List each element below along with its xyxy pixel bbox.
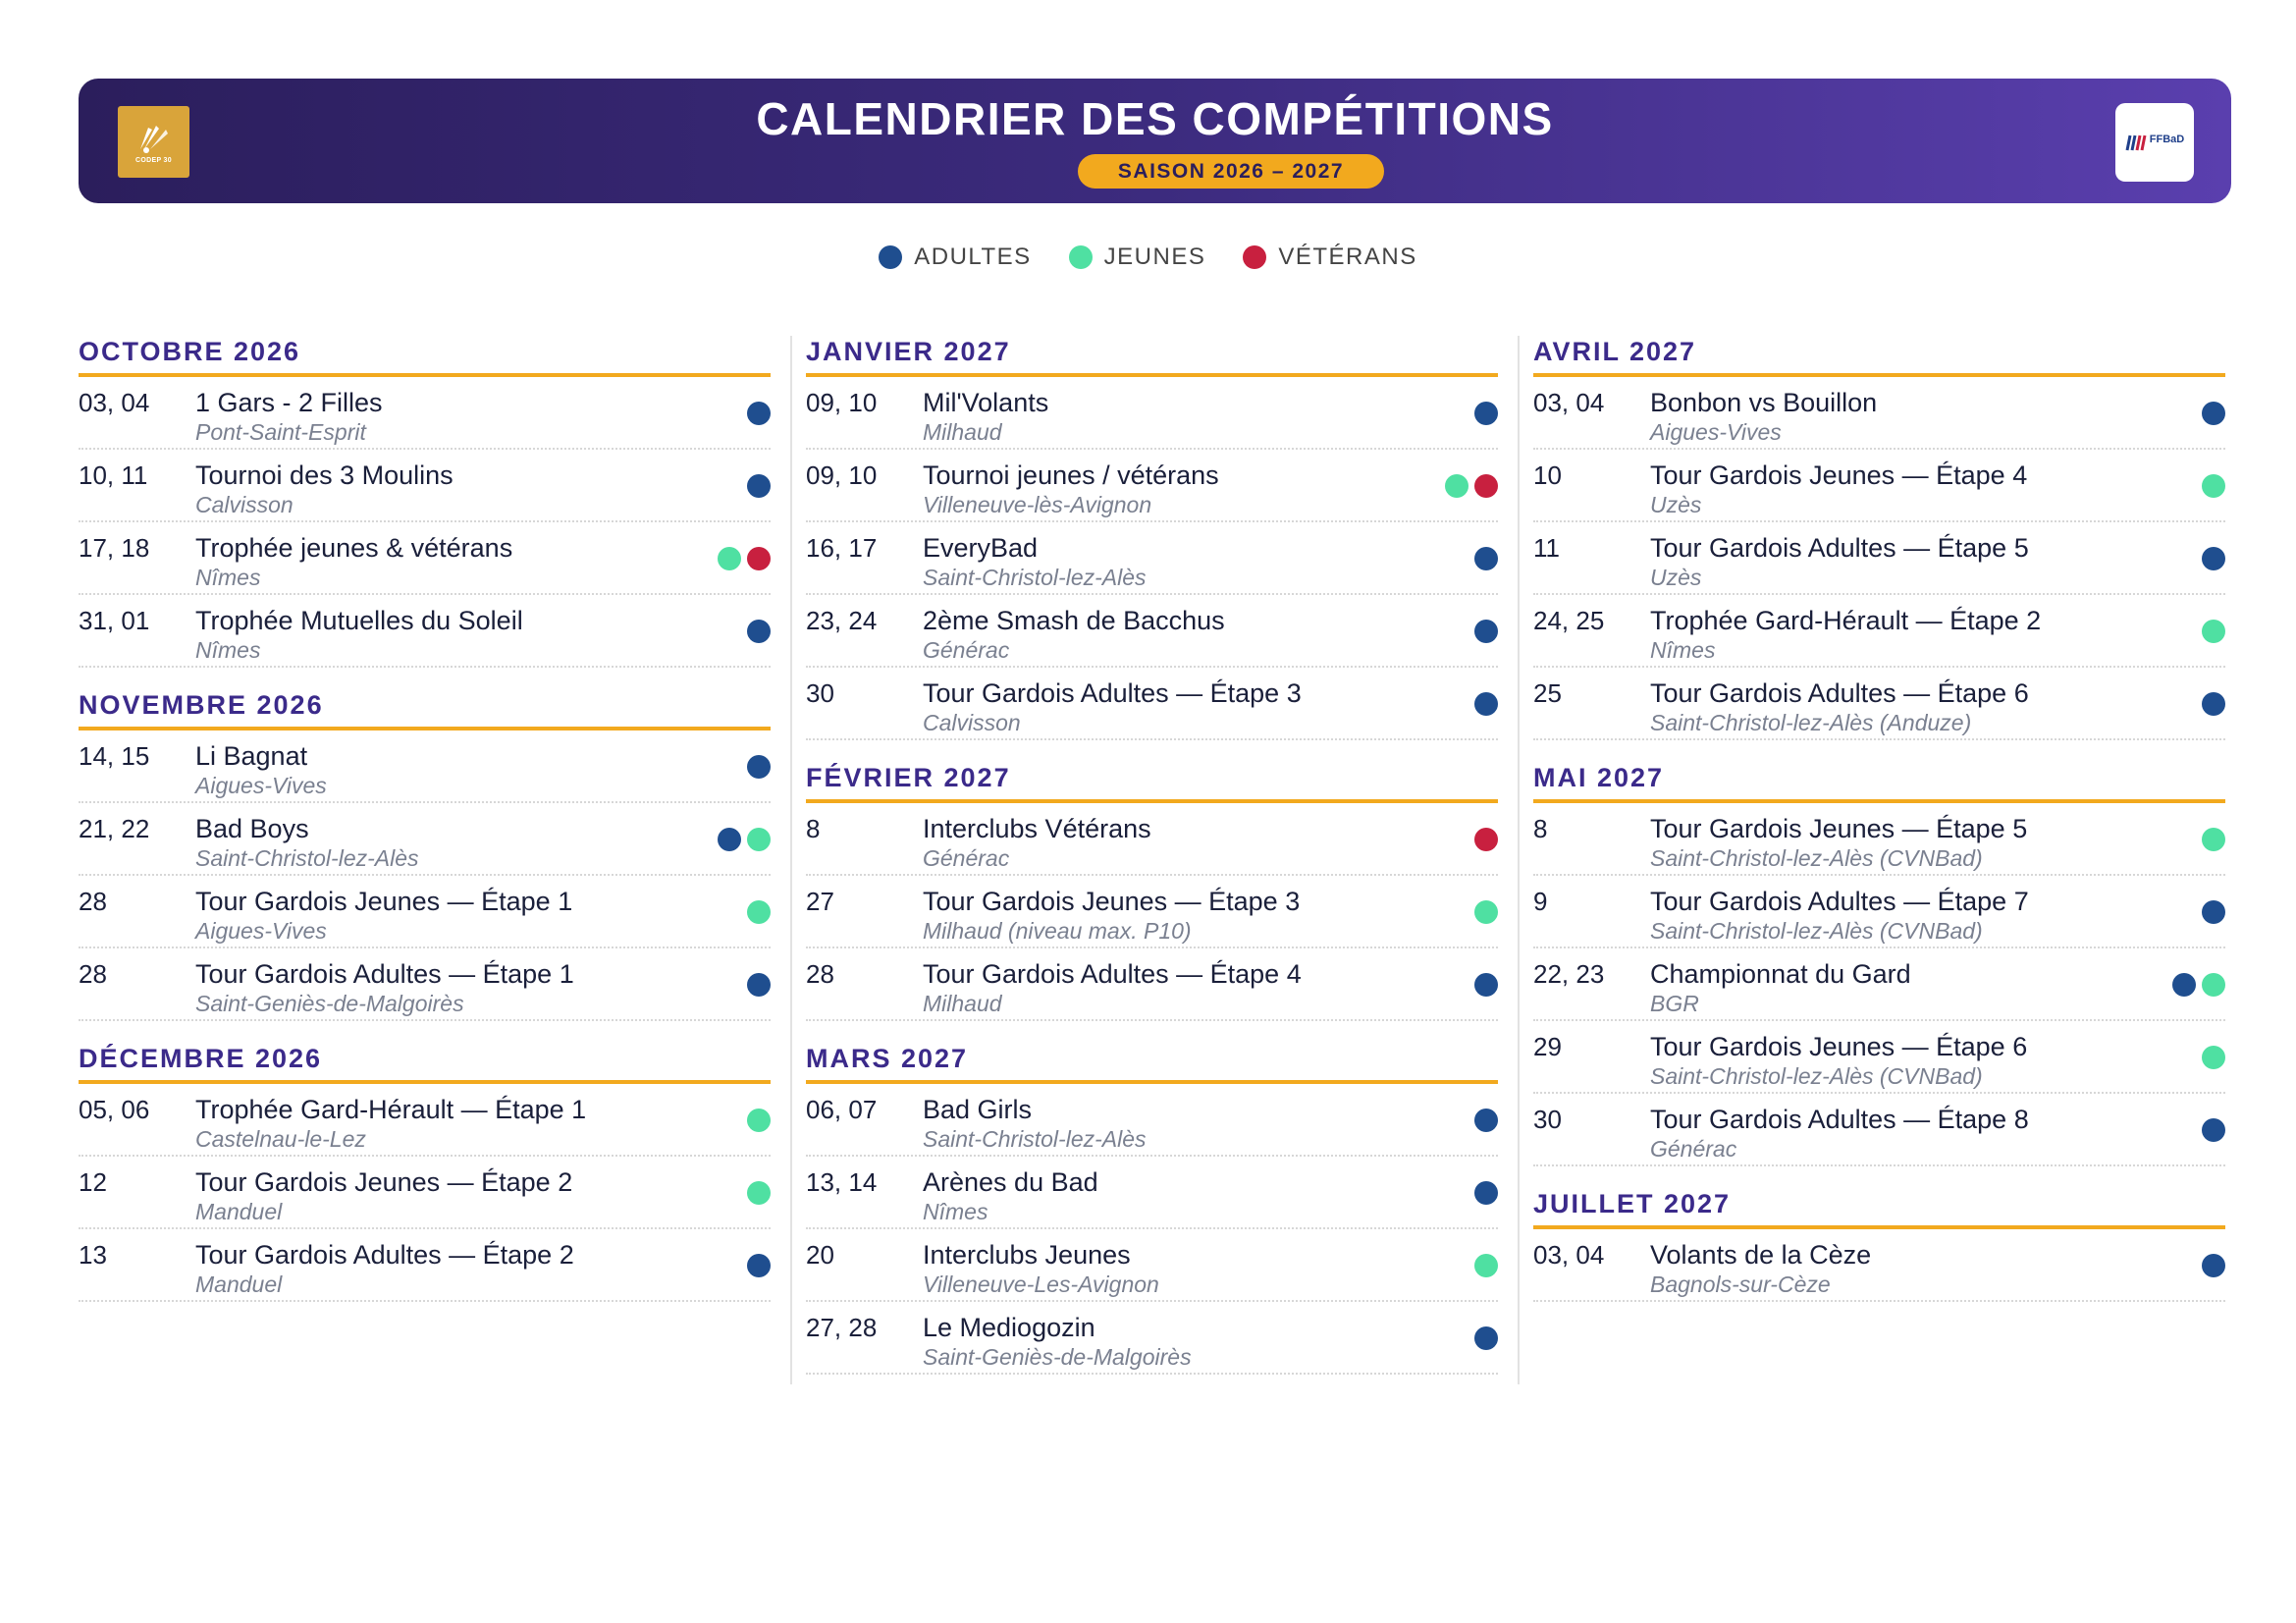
event-date: 13, 14 <box>806 1167 878 1197</box>
ffbad-logo <box>2115 103 2194 182</box>
event-place: Générac <box>923 637 1010 663</box>
category-dots <box>1474 900 1498 924</box>
category-jeunes-dot-icon <box>2202 828 2225 851</box>
event-place: Nîmes <box>195 565 261 590</box>
event-place: Saint-Christol-lez-Alès (CVNBad) <box>1650 918 1983 944</box>
category-jeunes-dot-icon <box>2202 1046 2225 1069</box>
category-jeunes-dot-icon <box>747 828 771 851</box>
event-date: 17, 18 <box>79 533 150 563</box>
event-row <box>806 668 1498 740</box>
event-place: Milhaud <box>923 991 1002 1016</box>
category-adultes-dot-icon <box>2202 1118 2225 1142</box>
calendar-column-1 <box>79 336 771 1324</box>
event-name: Trophée jeunes & vétérans <box>195 533 513 563</box>
category-adultes-dot-icon <box>747 755 771 779</box>
category-dots <box>1474 1109 1498 1132</box>
event-place: Saint-Christol-lez-Alès <box>195 845 419 871</box>
month-heading: JUILLET 2027 <box>1533 1188 2225 1229</box>
event-row <box>806 876 1498 948</box>
category-dots <box>2202 1118 2225 1142</box>
event-date: 30 <box>1533 1105 1562 1134</box>
event-place: Aigues-Vives <box>195 918 327 944</box>
ffbad-feather-icon <box>2125 134 2147 151</box>
category-dots <box>2202 547 2225 570</box>
event-row <box>806 377 1498 450</box>
event-date: 23, 24 <box>806 606 878 635</box>
event-name: 1 Gars - 2 Filles <box>195 388 383 417</box>
category-dots <box>718 828 771 851</box>
month-heading: MAI 2027 <box>1533 762 2225 803</box>
event-row <box>806 803 1498 876</box>
event-place: Pont-Saint-Esprit <box>195 419 366 445</box>
event-place: Calvisson <box>923 710 1021 735</box>
month-section <box>79 336 771 668</box>
event-place: Aigues-Vives <box>195 773 327 798</box>
event-row <box>806 595 1498 668</box>
category-adultes-dot-icon <box>1474 973 1498 997</box>
event-date: 28 <box>79 959 107 989</box>
event-place: Saint-Geniès-de-Malgoirès <box>923 1344 1192 1370</box>
event-date: 21, 22 <box>79 814 150 843</box>
month-section <box>1533 336 2225 740</box>
event-name: Tour Gardois Adultes — Étape 8 <box>1650 1105 2029 1134</box>
event-place: Castelnau-le-Lez <box>195 1126 366 1152</box>
category-veterans-dot-icon <box>747 547 771 570</box>
event-place: Nîmes <box>923 1199 988 1224</box>
event-date: 9 <box>1533 887 1548 916</box>
category-adultes-dot-icon <box>1474 620 1498 643</box>
event-date: 22, 23 <box>1533 959 1605 989</box>
category-adultes-dot-icon <box>2202 402 2225 425</box>
ffbad-logo-text: FFBaD <box>2149 134 2185 146</box>
event-row <box>1533 948 2225 1021</box>
page-header <box>79 79 2231 203</box>
event-name: Trophée Gard-Hérault — Étape 2 <box>1650 606 2042 635</box>
month-section <box>806 1043 1498 1375</box>
category-adultes-dot-icon <box>2202 547 2225 570</box>
month-heading: MARS 2027 <box>806 1043 1498 1084</box>
category-adultes-dot-icon <box>747 620 771 643</box>
event-row <box>806 1302 1498 1375</box>
event-place: Saint-Christol-lez-Alès <box>923 565 1147 590</box>
event-date: 11 <box>1533 533 1560 563</box>
legend-item <box>879 243 1031 271</box>
event-date: 24, 25 <box>1533 606 1605 635</box>
event-row <box>1533 377 2225 450</box>
event-name: Tour Gardois Jeunes — Étape 5 <box>1650 814 2028 843</box>
category-dots <box>747 474 771 498</box>
event-date: 14, 15 <box>79 741 150 771</box>
event-place: Uzès <box>1650 565 1702 590</box>
event-name: Mil'Volants <box>923 388 1049 417</box>
legend <box>0 243 2296 271</box>
category-jeunes-dot-icon <box>2202 620 2225 643</box>
category-adultes-dot-icon <box>747 402 771 425</box>
event-place: Bagnols-sur-Cèze <box>1650 1271 1831 1297</box>
category-dots <box>1474 620 1498 643</box>
category-veterans-dot-icon <box>1474 474 1498 498</box>
event-date: 20 <box>806 1240 834 1270</box>
event-row <box>1533 595 2225 668</box>
legend-label: VÉTÉRANS <box>1278 243 1417 270</box>
event-place: Saint-Christol-lez-Alès (CVNBad) <box>1650 1063 1983 1089</box>
category-adultes-dot-icon <box>1474 1181 1498 1205</box>
legend-dot-icon <box>1069 245 1093 269</box>
category-adultes-dot-icon <box>747 474 771 498</box>
event-place: Générac <box>923 845 1010 871</box>
category-dots <box>2202 1254 2225 1277</box>
event-date: 05, 06 <box>79 1095 150 1124</box>
legend-dot-icon <box>879 245 902 269</box>
legend-dot-icon <box>1243 245 1266 269</box>
event-date: 30 <box>806 678 834 708</box>
category-dots <box>2172 973 2225 997</box>
event-row <box>806 522 1498 595</box>
event-row <box>79 377 771 450</box>
category-jeunes-dot-icon <box>1474 900 1498 924</box>
event-name: 2ème Smash de Bacchus <box>923 606 1225 635</box>
event-date: 12 <box>79 1167 107 1197</box>
category-adultes-dot-icon <box>2202 692 2225 716</box>
event-place: Manduel <box>195 1199 283 1224</box>
event-place: Générac <box>1650 1136 1737 1162</box>
month-heading: JANVIER 2027 <box>806 336 1498 377</box>
category-veterans-dot-icon <box>1474 828 1498 851</box>
event-place: Milhaud <box>923 419 1002 445</box>
event-place: Manduel <box>195 1271 283 1297</box>
category-dots <box>2202 828 2225 851</box>
category-dots <box>747 1181 771 1205</box>
category-dots <box>2202 402 2225 425</box>
category-dots <box>747 755 771 779</box>
event-date: 10, 11 <box>79 460 148 490</box>
category-dots <box>747 900 771 924</box>
category-dots <box>1474 828 1498 851</box>
category-jeunes-dot-icon <box>747 900 771 924</box>
month-heading: DÉCEMBRE 2026 <box>79 1043 771 1084</box>
event-date: 06, 07 <box>806 1095 878 1124</box>
event-name: Tournoi des 3 Moulins <box>195 460 454 490</box>
category-dots <box>1474 1254 1498 1277</box>
calendar-column-3 <box>1533 336 2225 1324</box>
event-date: 03, 04 <box>1533 1240 1605 1270</box>
event-name: Le Mediogozin <box>923 1313 1095 1342</box>
event-name: Interclubs Vétérans <box>923 814 1151 843</box>
event-name: Trophée Gard-Hérault — Étape 1 <box>195 1095 587 1124</box>
event-name: Tour Gardois Jeunes — Étape 1 <box>195 887 573 916</box>
event-place: Saint-Christol-lez-Alès (CVNBad) <box>1650 845 1983 871</box>
event-name: Arènes du Bad <box>923 1167 1098 1197</box>
event-date: 28 <box>79 887 107 916</box>
event-date: 27 <box>806 887 834 916</box>
event-name: Volants de la Cèze <box>1650 1240 1872 1270</box>
category-adultes-dot-icon <box>1474 1109 1498 1132</box>
category-adultes-dot-icon <box>2202 900 2225 924</box>
event-row <box>79 1084 771 1157</box>
event-name: Tour Gardois Adultes — Étape 1 <box>195 959 574 989</box>
event-date: 8 <box>1533 814 1548 843</box>
legend-label: ADULTES <box>914 243 1032 270</box>
event-row <box>1533 668 2225 740</box>
category-dots <box>2202 620 2225 643</box>
month-section <box>806 762 1498 1021</box>
category-jeunes-dot-icon <box>2202 973 2225 997</box>
month-section <box>806 336 1498 740</box>
category-adultes-dot-icon <box>1474 1326 1498 1350</box>
event-row <box>79 948 771 1021</box>
event-name: Tour Gardois Adultes — Étape 7 <box>1650 887 2029 916</box>
event-row <box>806 948 1498 1021</box>
event-name: Bad Boys <box>195 814 309 843</box>
event-date: 16, 17 <box>806 533 878 563</box>
event-name: Tour Gardois Jeunes — Étape 2 <box>195 1167 573 1197</box>
season-badge: SAISON 2026 – 2027 <box>1078 154 1384 189</box>
event-place: Uzès <box>1650 492 1702 517</box>
event-name: Tournoi jeunes / vétérans <box>923 460 1219 490</box>
event-date: 25 <box>1533 678 1562 708</box>
category-adultes-dot-icon <box>2202 1254 2225 1277</box>
event-row <box>79 595 771 668</box>
month-section <box>1533 762 2225 1166</box>
event-name: Tour Gardois Adultes — Étape 2 <box>195 1240 574 1270</box>
category-dots <box>1474 1326 1498 1350</box>
event-date: 03, 04 <box>79 388 150 417</box>
event-row <box>79 803 771 876</box>
month-section <box>79 689 771 1021</box>
event-row <box>806 1084 1498 1157</box>
event-date: 13 <box>79 1240 107 1270</box>
event-row <box>79 730 771 803</box>
category-dots <box>1474 402 1498 425</box>
category-jeunes-dot-icon <box>1474 1254 1498 1277</box>
event-name: Tour Gardois Jeunes — Étape 3 <box>923 887 1301 916</box>
category-dots <box>2202 474 2225 498</box>
legend-item <box>1243 243 1416 271</box>
event-date: 29 <box>1533 1032 1562 1061</box>
event-name: Bad Girls <box>923 1095 1033 1124</box>
event-place: Nîmes <box>1650 637 1716 663</box>
event-row <box>806 450 1498 522</box>
event-row <box>806 1229 1498 1302</box>
event-place: Saint-Geniès-de-Malgoirès <box>195 991 464 1016</box>
category-dots <box>1474 547 1498 570</box>
category-dots <box>747 1254 771 1277</box>
category-dots <box>1474 1181 1498 1205</box>
event-row <box>79 1229 771 1302</box>
category-dots <box>1474 973 1498 997</box>
category-adultes-dot-icon <box>1474 547 1498 570</box>
event-name: Tour Gardois Adultes — Étape 3 <box>923 678 1302 708</box>
event-row <box>1533 1094 2225 1166</box>
category-adultes-dot-icon <box>718 828 741 851</box>
month-heading: NOVEMBRE 2026 <box>79 689 771 730</box>
event-name: Interclubs Jeunes <box>923 1240 1131 1270</box>
event-place: Villeneuve-lès-Avignon <box>923 492 1152 517</box>
event-place: Villeneuve-Les-Avignon <box>923 1271 1159 1297</box>
event-row <box>79 522 771 595</box>
event-name: Championnat du Gard <box>1650 959 1911 989</box>
event-name: Bonbon vs Bouillon <box>1650 388 1878 417</box>
event-place: Saint-Christol-lez-Alès (Anduze) <box>1650 710 1972 735</box>
event-place: Nîmes <box>195 637 261 663</box>
event-place: Milhaud (niveau max. P10) <box>923 918 1192 944</box>
event-date: 28 <box>806 959 834 989</box>
event-row <box>1533 522 2225 595</box>
event-name: Trophée Mutuelles du Soleil <box>195 606 523 635</box>
category-dots <box>747 973 771 997</box>
category-dots <box>1474 692 1498 716</box>
category-jeunes-dot-icon <box>747 1109 771 1132</box>
event-place: BGR <box>1650 991 1699 1016</box>
event-name: Tour Gardois Adultes — Étape 6 <box>1650 678 2029 708</box>
category-jeunes-dot-icon <box>1445 474 1468 498</box>
event-name: Tour Gardois Jeunes — Étape 4 <box>1650 460 2028 490</box>
category-dots <box>747 1109 771 1132</box>
calendar-column-2 <box>806 336 1498 1396</box>
codep-logo-text: CODEP 30 <box>135 157 172 164</box>
category-jeunes-dot-icon <box>2202 474 2225 498</box>
event-place: Calvisson <box>195 492 294 517</box>
category-dots <box>2202 900 2225 924</box>
event-row <box>1533 1229 2225 1302</box>
event-name: Tour Gardois Adultes — Étape 4 <box>923 959 1302 989</box>
event-place: Saint-Christol-lez-Alès <box>923 1126 1147 1152</box>
event-row <box>1533 803 2225 876</box>
column-divider <box>790 336 792 1384</box>
category-dots <box>747 402 771 425</box>
event-row <box>79 876 771 948</box>
event-name: Tour Gardois Jeunes — Étape 6 <box>1650 1032 2028 1061</box>
event-date: 31, 01 <box>79 606 150 635</box>
event-name: EveryBad <box>923 533 1039 563</box>
category-jeunes-dot-icon <box>718 547 741 570</box>
category-jeunes-dot-icon <box>747 1181 771 1205</box>
page-title: CALENDRIER DES COMPÉTITIONS <box>756 93 1554 144</box>
category-adultes-dot-icon <box>1474 402 1498 425</box>
event-row <box>806 1157 1498 1229</box>
month-heading: AVRIL 2027 <box>1533 336 2225 377</box>
legend-item <box>1069 243 1206 271</box>
event-row <box>79 450 771 522</box>
legend-label: JEUNES <box>1103 243 1206 270</box>
event-date: 09, 10 <box>806 460 878 490</box>
category-adultes-dot-icon <box>747 973 771 997</box>
event-date: 27, 28 <box>806 1313 878 1342</box>
column-divider <box>1518 336 1520 1384</box>
event-row <box>1533 450 2225 522</box>
event-date: 09, 10 <box>806 388 878 417</box>
event-row <box>1533 1021 2225 1094</box>
category-adultes-dot-icon <box>2172 973 2196 997</box>
month-section <box>79 1043 771 1302</box>
event-date: 03, 04 <box>1533 388 1605 417</box>
category-adultes-dot-icon <box>747 1254 771 1277</box>
category-dots <box>1445 474 1498 498</box>
event-row <box>1533 876 2225 948</box>
event-date: 10 <box>1533 460 1562 490</box>
category-adultes-dot-icon <box>1474 692 1498 716</box>
category-dots <box>747 620 771 643</box>
category-dots <box>718 547 771 570</box>
month-heading: OCTOBRE 2026 <box>79 336 771 377</box>
month-heading: FÉVRIER 2027 <box>806 762 1498 803</box>
month-section <box>1533 1188 2225 1302</box>
event-name: Tour Gardois Adultes — Étape 5 <box>1650 533 2029 563</box>
event-name: Li Bagnat <box>195 741 308 771</box>
event-date: 8 <box>806 814 821 843</box>
category-dots <box>2202 1046 2225 1069</box>
event-place: Aigues-Vives <box>1650 419 1782 445</box>
category-dots <box>2202 692 2225 716</box>
event-row <box>79 1157 771 1229</box>
